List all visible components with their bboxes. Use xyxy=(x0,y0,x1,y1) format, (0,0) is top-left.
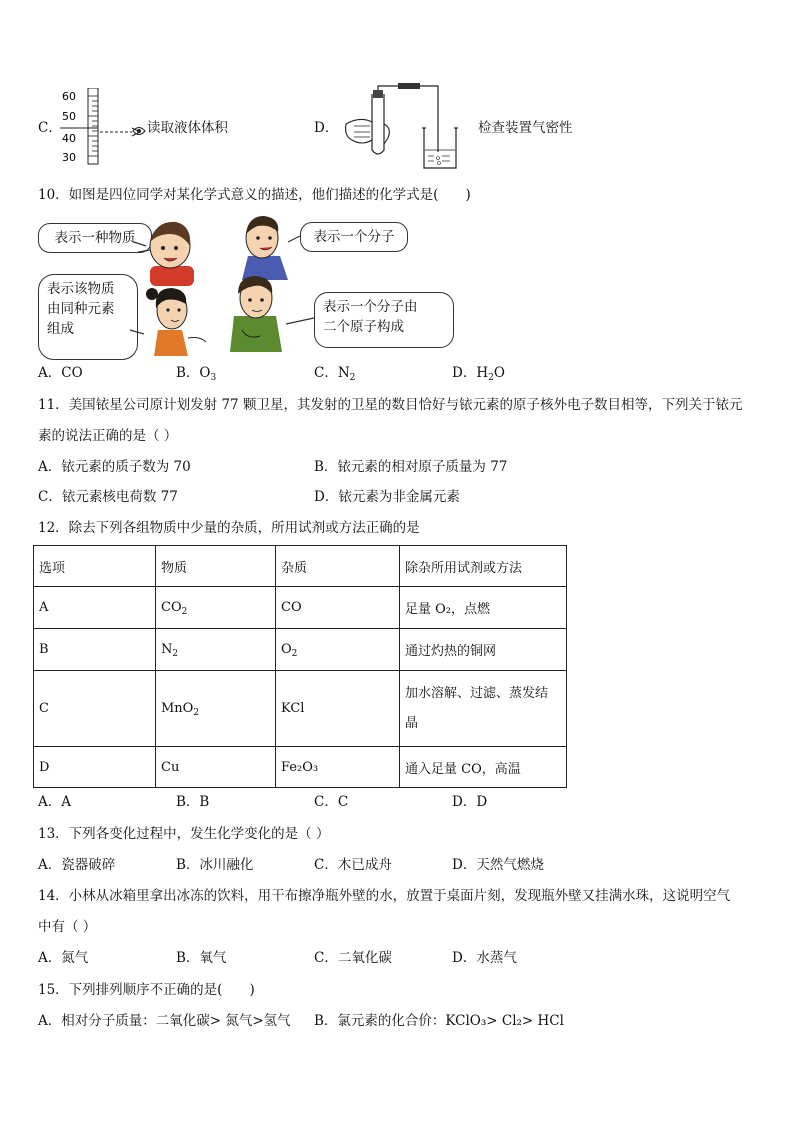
row-b-substance: $N_2$ xyxy=(156,629,276,671)
q15-option-b: B．氯元素的化合价：KClO₃> Cl₂> HCl xyxy=(314,1013,564,1029)
q12-option-b: B．B xyxy=(176,794,210,810)
four-students-illustration xyxy=(130,212,320,360)
q11-option-b: B．铱元素的相对原子质量为 77 xyxy=(314,459,508,475)
q12-option-c: C．C xyxy=(314,794,349,810)
table-row xyxy=(34,587,567,629)
q10-option-c: C．$N_2$ xyxy=(314,365,356,383)
q12-option-d: D．D xyxy=(452,794,488,810)
impurity-removal-table xyxy=(33,545,567,788)
header-substance: 物质 xyxy=(156,546,276,587)
q13-option-b: B．冰川融化 xyxy=(176,857,254,873)
row-c-option: C xyxy=(34,671,156,747)
q13-option-d: D．天然气燃烧 xyxy=(452,857,544,873)
row-c-substance: MnO$_2$ xyxy=(156,671,276,747)
q9-option-c-text: 读取液体体积 xyxy=(147,120,228,136)
row-d-impurity: Fe₂O₃ xyxy=(276,747,400,788)
row-a-method: 足量 O₂，点燃 xyxy=(400,587,567,629)
q14-option-a: A．氮气 xyxy=(38,950,89,966)
q13-option-a: A．瓷器破碎 xyxy=(38,857,116,873)
q11-option-a: A．铱元素的质子数为 70 xyxy=(38,459,191,475)
q14-option-d: D．水蒸气 xyxy=(452,950,517,966)
speech-bubble-3-line-1: 表示该物质 xyxy=(47,281,115,297)
row-d-method: 通入足量 CO，高温 xyxy=(400,747,567,788)
q13-stem: 13．下列各变化过程中，发生化学变化的是（ ） xyxy=(38,826,330,842)
q9-option-d-text: 检查装置气密性 xyxy=(478,120,573,136)
q14-option-c: C．二氧化碳 xyxy=(314,950,392,966)
student-3-figure xyxy=(146,288,206,356)
q13-option-c: C．木已成舟 xyxy=(314,857,392,873)
row-b-impurity: $O_2$ xyxy=(276,629,400,671)
table-row xyxy=(34,671,567,747)
q9-option-c-label: C． xyxy=(38,120,62,136)
airtightness-check-apparatus-figure xyxy=(342,82,472,174)
speech-bubble-3 xyxy=(38,274,138,360)
q12-stem: 12．除去下列各组物质中少量的杂质，所用试剂或方法正确的是 xyxy=(38,520,420,536)
row-c-method: 加水溶解、过滤、蒸发结 晶 xyxy=(400,671,567,747)
cylinder-tick-60: 60 xyxy=(62,90,76,103)
q15-stem: 15．下列排列顺序不正确的是( ) xyxy=(38,982,255,998)
q11-stem-line-1: 11．美国铱星公司原计划发射 77 颗卫星，其发射的卫星的数目恰好与铱元素的原子核外电子数目相等，下列关于铱元 xyxy=(38,397,743,413)
student-1-figure xyxy=(138,222,194,286)
q9-option-d-label: D． xyxy=(314,120,339,136)
q14-stem-line-2: 中有（ ） xyxy=(38,919,97,935)
speech-bubble-3-line-2: 由同种元素 xyxy=(47,301,115,317)
student-2-figure xyxy=(242,216,288,280)
speech-bubble-4-line-1: 表示一个分子由 xyxy=(323,299,418,315)
graduated-cylinder-reading-figure xyxy=(60,88,140,168)
row-b-option: B xyxy=(34,629,156,671)
row-a-impurity: CO xyxy=(276,587,400,629)
speech-bubble-1-text: 表示一种物质 xyxy=(54,230,136,246)
table-header-row xyxy=(34,546,567,587)
q10-option-b: B．$O_3$ xyxy=(176,365,217,383)
row-c-impurity: KCl xyxy=(276,671,400,747)
q11-stem-line-2: 素的说法正确的是（ ） xyxy=(38,428,178,444)
q11-option-d: D．铱元素为非金属元素 xyxy=(314,489,460,505)
q10-option-d: D．$H_2O$ xyxy=(452,365,505,383)
q10-stem: 10．如图是四位同学对某化学式意义的描述，他们描述的化学式是( ) xyxy=(38,187,471,203)
q11-option-c: C．铱元素核电荷数 77 xyxy=(38,489,178,505)
row-a-option: A xyxy=(34,587,156,629)
q12-option-a: A．A xyxy=(38,794,71,810)
speech-bubble-2-text: 表示一个分子 xyxy=(313,229,395,245)
cylinder-tick-50: 50 xyxy=(62,110,76,123)
student-4-figure xyxy=(230,276,282,352)
row-d-option: D xyxy=(34,747,156,788)
cylinder-tick-30: 30 xyxy=(62,151,76,164)
q15-option-a: A．相对分子质量：二氧化碳> 氮气>氢气 xyxy=(38,1013,291,1029)
table-row xyxy=(34,629,567,671)
header-method: 除杂所用试剂或方法 xyxy=(400,546,567,587)
cylinder-tick-40: 40 xyxy=(62,132,76,145)
speech-bubble-4-line-2: 二个原子构成 xyxy=(323,319,404,335)
q10-option-a: A．CO xyxy=(38,365,83,381)
speech-bubble-3-line-3: 组成 xyxy=(47,321,74,337)
table-row xyxy=(34,747,567,788)
row-b-method: 通过灼热的铜网 xyxy=(400,629,567,671)
header-option: 选项 xyxy=(34,546,156,587)
row-a-substance: $CO_2$ xyxy=(156,587,276,629)
row-d-substance: Cu xyxy=(156,747,276,788)
speech-bubble-4 xyxy=(314,292,454,348)
header-impurity: 杂质 xyxy=(276,546,400,587)
q14-stem-line-1: 14．小林从冰箱里拿出冰冻的饮料，用干布擦净瓶外壁的水，放置于桌面片刻，发现瓶外壁又挂满水珠，这说明空气 xyxy=(38,888,731,904)
eye-icon xyxy=(132,124,146,138)
q14-option-b: B．氧气 xyxy=(176,950,227,966)
